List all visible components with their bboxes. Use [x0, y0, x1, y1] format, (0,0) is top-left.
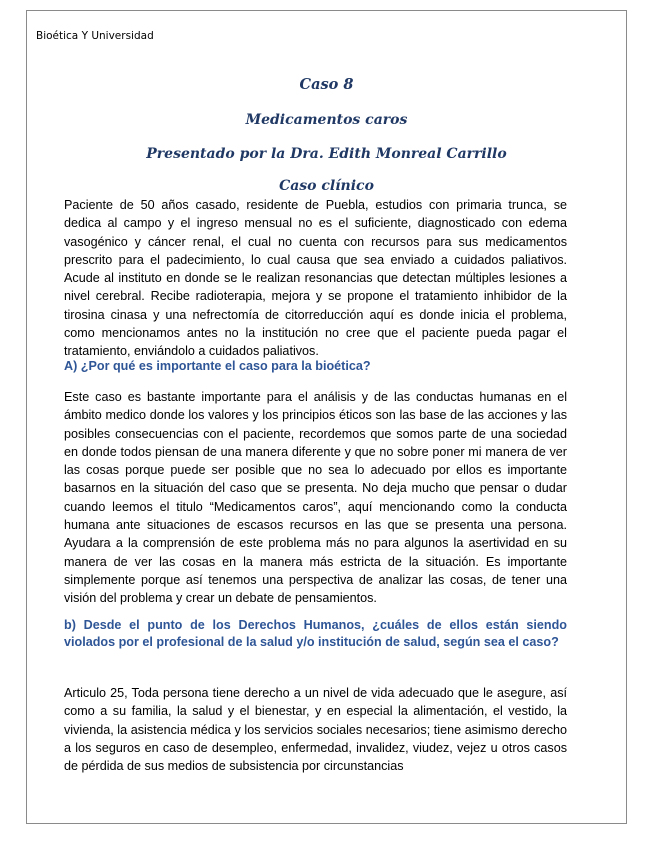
answer-a-paragraph: Este caso es bastante importante para el análisis y de las conductas humanas en el ámbito medico donde los valores y los principios éticos son las base de las acciones y las posibles consecuencias con el paciente, recordemos que somos parte de una sociedad en donde todos piensan de una manera diferente y que no sobre poner mi manera de ver las cosas porque puede ser posible que no sea lo adecuado por ellos es importante basarnos en la situación del caso que se presenta. No deja mucho que pensar o dudar cuando leemos el titulo “Medicamentos caros”, aquí mencionando como la conducta humana ante situaciones de escasos recursos en las que se presenta una persona. Ayudara a la comprensión de este problema más no para algunos la asertividad en su manera de ver las cosas en la manera más estricta de la situación. Es importante simplemente porque así tenemos una perspectiva de analizar las cosas, de tener una visión del problema y crear un debate de pensamientos. [64, 390, 567, 606]
presenter-title: Presentado por la Dra. Edith Monreal Carrillo [146, 146, 507, 162]
question-a-heading: A) ¿Por qué es importante el caso para la bioética? [64, 359, 371, 373]
answer-b-paragraph: Articulo 25, Toda persona tiene derecho a un nivel de vida adecuado que le asegure, así como a su familia, la salud y el bienestar, y en especial la alimentación, el vestido, la vivienda, la asistencia médica y los servicios sociales necesarios; tiene asimismo derecho a los seguros en caso de desempleo, enfermedad, invalidez, viudez, vejez u otros casos de pérdida de sus medios de subsistencia por circunstancias [64, 686, 567, 774]
case-number-title: Caso 8 [299, 76, 354, 93]
running-header: Bioética Y Universidad [36, 30, 154, 42]
case-subject-title: Medicamentos caros [245, 112, 408, 128]
clinical-case-paragraph: Paciente de 50 años casado, residente de Puebla, estudios con primaria trunca, se dedica al campo y el ingreso mensual no es el suficiente, diagnosticado con edema vasogénico y cáncer renal, el cual no cuenta con recursos para sus medicamentos prescrito para el padecimiento, lo cual causa que sea enviado a cuidados paliativos. Acude al instituto en donde se le realizan resonancias que detectan múltiples lesiones a nivel cerebral. Recibe radioterapia, mejora y se propone el tratamiento inhibidor de la tirosina cinasa y una nefrectomía de citorreducción aquí es donde inicia el problema, como mencionamos antes no la institución no cree que el paciente pueda pagar el tratamiento, enviándolo a cuidados paliativos. [64, 198, 567, 359]
section-title: Caso clínico [279, 178, 374, 194]
question-b-heading: b) Desde el punto de los Derechos Humanos, ¿cuáles de ellos están siendo violados por el profesional de la salud y/o institución de salud, según sea el caso? [64, 618, 567, 649]
